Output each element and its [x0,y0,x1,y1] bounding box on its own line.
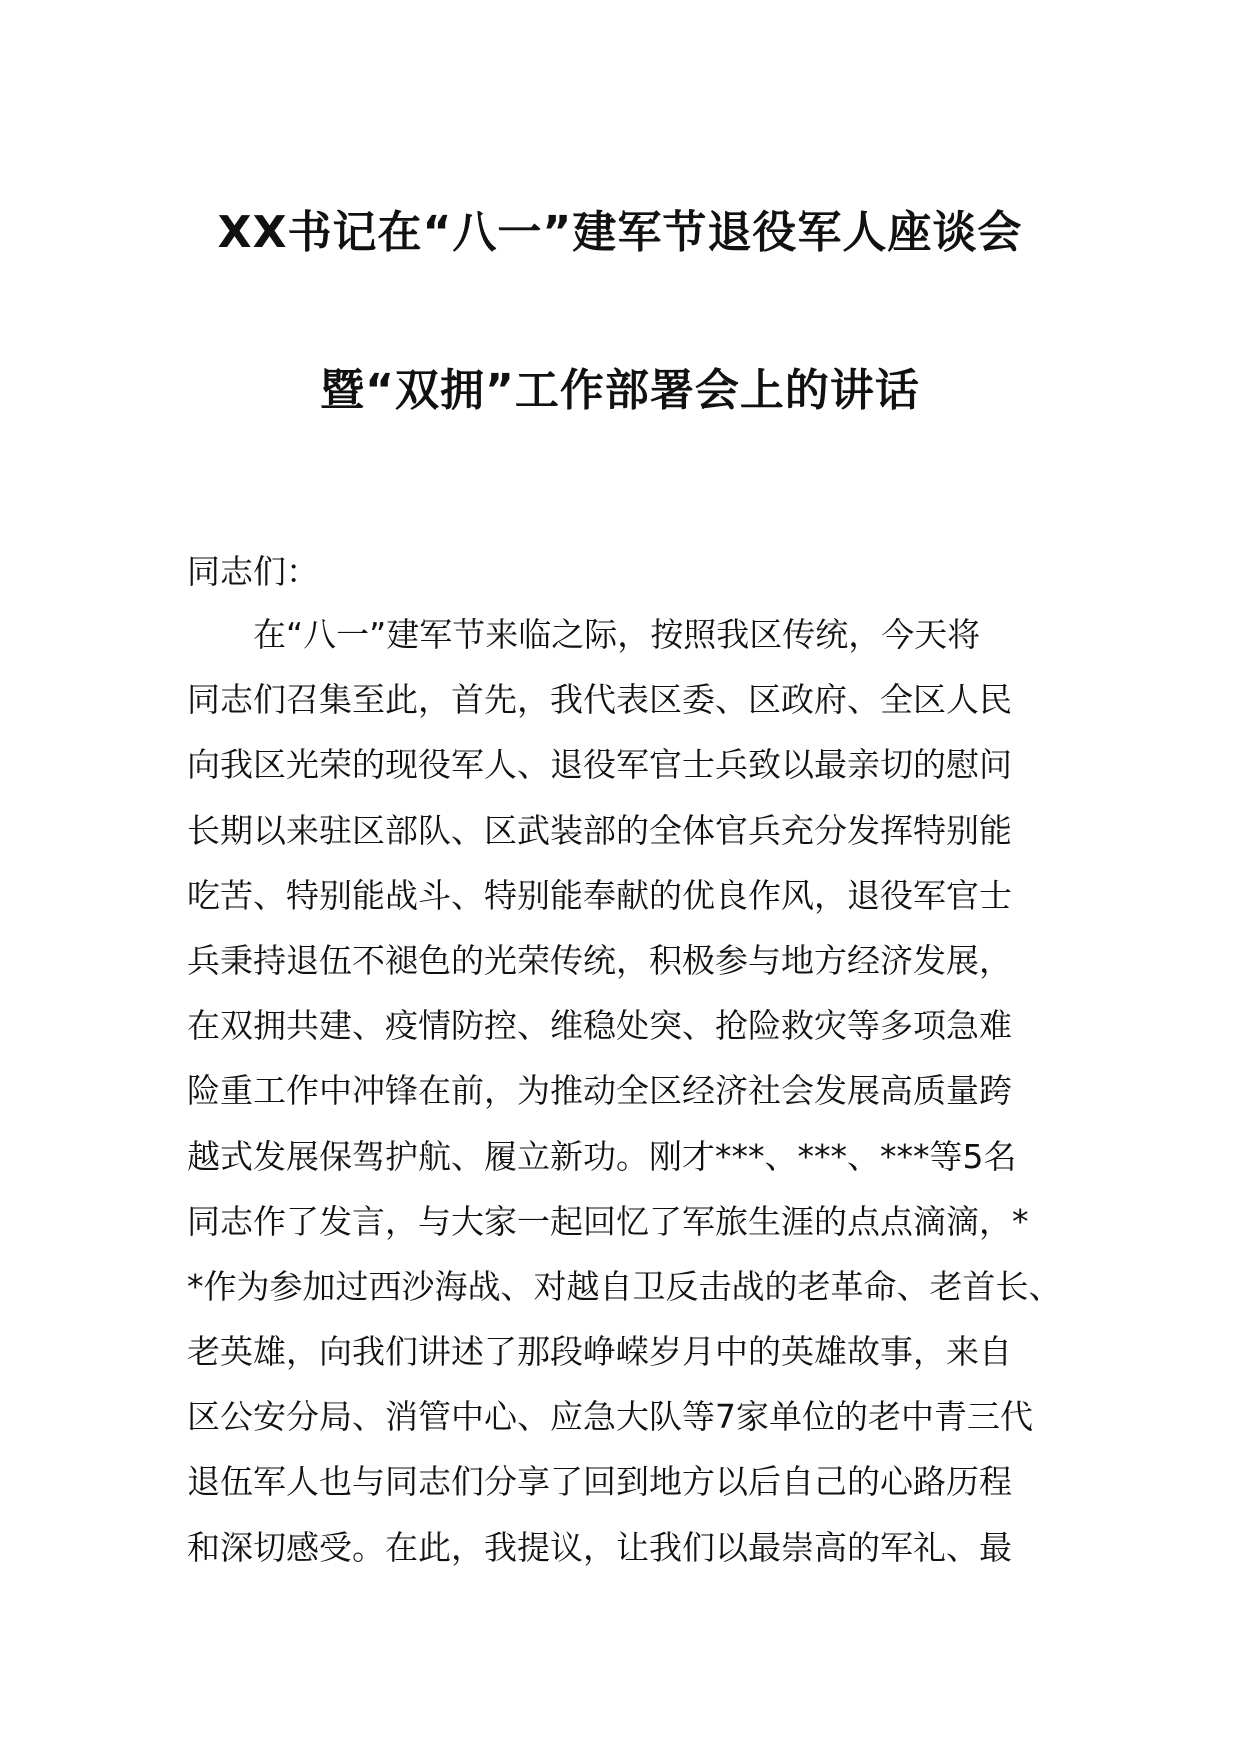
body-line: 吃苦、特别能战斗、特别能奉献的优良作风，退役军官士 [187,875,1012,915]
body-line: 同志作了发言，与大家一起回忆了军旅生涯的点点滴滴，* [187,1201,1029,1241]
body-line: 和深切感受。在此，我提议，让我们以最崇高的军礼、最 [187,1527,1012,1567]
body-line: 同志们召集至此，首先，我代表区委、区政府、全区人民 [187,680,1012,720]
body-line: *作为参加过西沙海战、对越自卫反击战的老革命、老首长、 [187,1266,1062,1306]
body-line: 老英雄，向我们讲述了那段峥嵘岁月中的英雄故事，来自 [187,1332,1012,1372]
body-line: 在“八一”建军节来临之际，按照我区传统，今天将 [253,615,981,654]
body-line: 区公安分局、消管中心、应急大队等7家单位的老中青三代 [187,1397,1033,1437]
body-line: 越式发展保驾护航、履立新功。刚才***、***、***等5名 [187,1136,1017,1176]
body-line: 向我区光荣的现役军人、退役军官士兵致以最亲切的慰问 [187,745,1012,785]
body-line: 在双拥共建、疫情防控、维稳处突、抢险救灾等多项急难 [187,1006,1012,1046]
body-line: 险重工作中冲锋在前，为推动全区经济社会发展高质量跨 [187,1071,1012,1111]
body-line: 兵秉持退伍不褪色的光荣传统，积极参与地方经济发展， [187,940,1012,980]
title-line-2: 暨“双拥”工作部署会上的讲话 [320,365,920,416]
body-paragraph [187,611,1067,1589]
salutation: 同志们： [187,552,319,591]
body-line: 退伍军人也与同志们分享了回到地方以后自己的心路历程 [187,1462,1012,1502]
body-line: 长期以来驻区部队、区武装部的全体官兵充分发挥特别能 [187,810,1012,850]
title-line-1: XX书记在“八一”建军节退役军人座谈会 [217,207,1023,258]
